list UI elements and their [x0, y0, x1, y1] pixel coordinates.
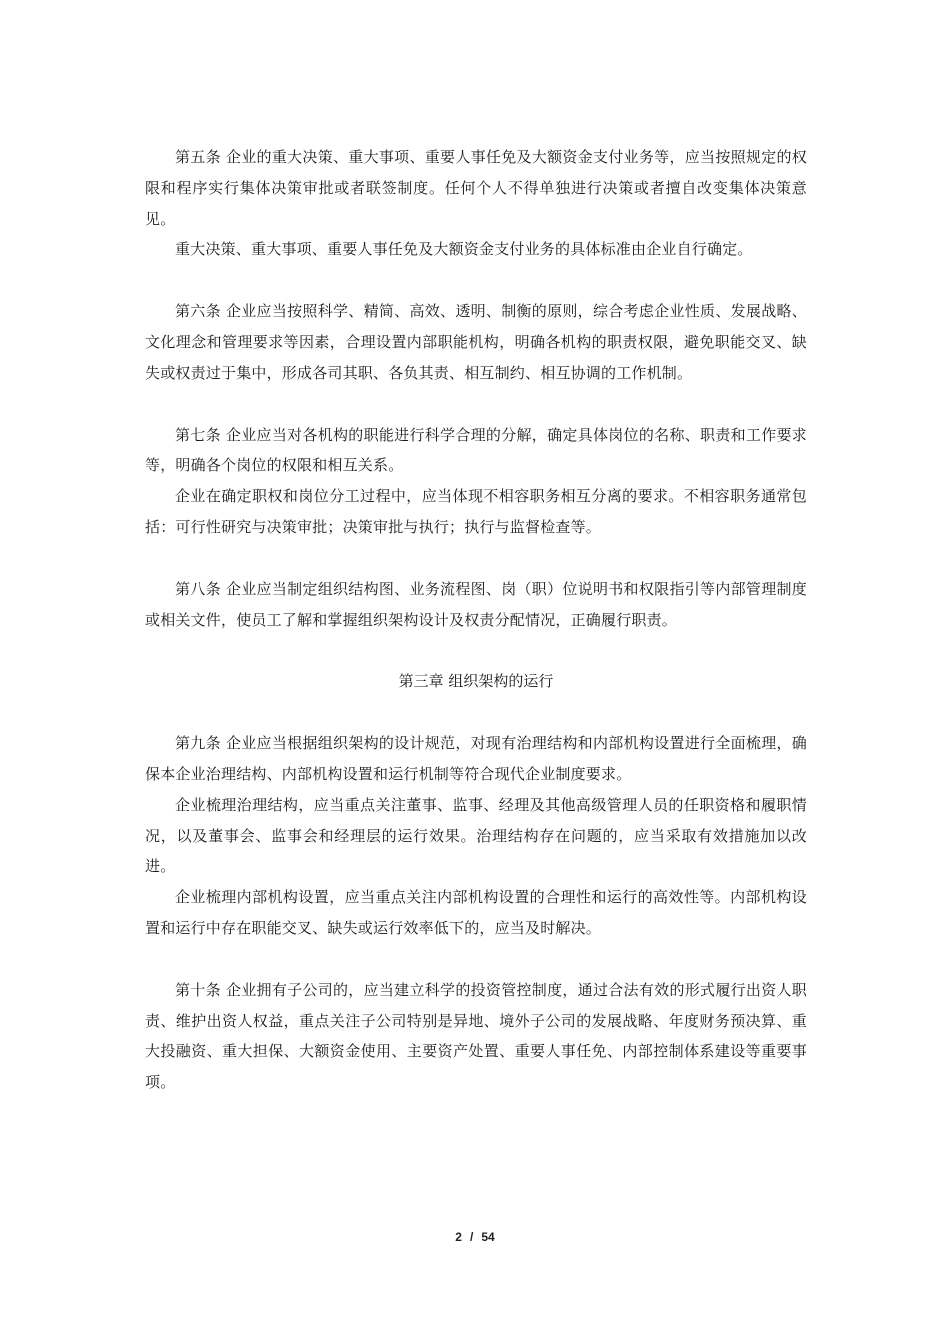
article-7-paragraph-1: 第七条 企业应当对各机构的职能进行科学合理的分解，确定具体岗位的名称、职责和工作要求等，明确各个岗位的权限和相互关系。: [145, 425, 807, 475]
article-9-paragraph-2: 企业梳理治理结构，应当重点关注董事、监事、经理及其他高级管理人员的任职资格和履职情况，以及董事会、监事会和经理层的运行效果。治理结构存在问题的，应当采取有效措施加以改进。: [145, 795, 807, 876]
paragraph-gap: [145, 944, 807, 975]
paragraph-gap: [145, 635, 807, 666]
article-7-paragraph-2: 企业在确定职权和岗位分工过程中，应当体现不相容职务相互分离的要求。不相容职务通常包括：可行性研究与决策审批；决策审批与执行；执行与监督检查等。: [145, 487, 807, 536]
article-9-paragraph-3: 企业梳理内部机构设置，应当重点关注内部机构设置的合理性和运行的高效性等。内部机构设置和运行中存在职能交叉、缺失或运行效率低下的，应当及时解决。: [145, 888, 807, 937]
paragraph-gap: [145, 697, 807, 728]
page-current: 2: [455, 1230, 462, 1244]
document-body: [145, 142, 807, 1098]
paragraph-gap: [145, 543, 807, 574]
chapter-title: 第三章 组织架构的运行: [398, 672, 554, 691]
page-separator: /: [469, 1230, 474, 1244]
article-10-paragraph-1: 第十条 企业拥有子公司的，应当建立科学的投资管控制度，通过合法有效的形式履行出资人职责、维护出资人权益，重点关注子公司特别是异地、境外子公司的发展战略、年度财务预决算、重大投融资、重大担保、大额资金使用、主要资产处置、重要人事任免、内部控制体系建设等重要事项。: [145, 980, 807, 1092]
page-total: 54: [481, 1230, 495, 1244]
article-9-paragraph-1: 第九条 企业应当根据组织架构的设计规范，对现有治理结构和内部机构设置进行全面梳理，确保本企业治理结构、内部机构设置和运行机制等符合现代企业制度要求。: [145, 734, 807, 783]
paragraph-gap: [145, 265, 807, 296]
article-5-paragraph-1: 第五条 企业的重大决策、重大事项、重要人事任免及大额资金支付业务等，应当按照规定的权限和程序实行集体决策审批或者联签制度。任何个人不得单独进行决策或者擅自改变集体决策意见。: [145, 148, 807, 228]
page-number: [0, 1230, 950, 1244]
article-6-paragraph-1: 第六条 企业应当按照科学、精简、高效、透明、制衡的原则，综合考虑企业性质、发展战略、文化理念和管理要求等因素，合理设置内部职能机构，明确各机构的职责权限，避免职能交叉、缺失或权责过于集中，形成各司其职、各负其责、相互制约、相互协调的工作机制。: [145, 302, 807, 382]
article-5-paragraph-2: 重大决策、重大事项、重要人事任免及大额资金支付业务的具体标准由企业自行确定。: [175, 240, 753, 259]
paragraph-gap: [145, 389, 807, 420]
article-8-paragraph-1: 第八条 企业应当制定组织结构图、业务流程图、岗（职）位说明书和权限指引等内部管理制度或相关文件，使员工了解和掌握组织架构设计及权责分配情况，正确履行职责。: [145, 579, 807, 629]
